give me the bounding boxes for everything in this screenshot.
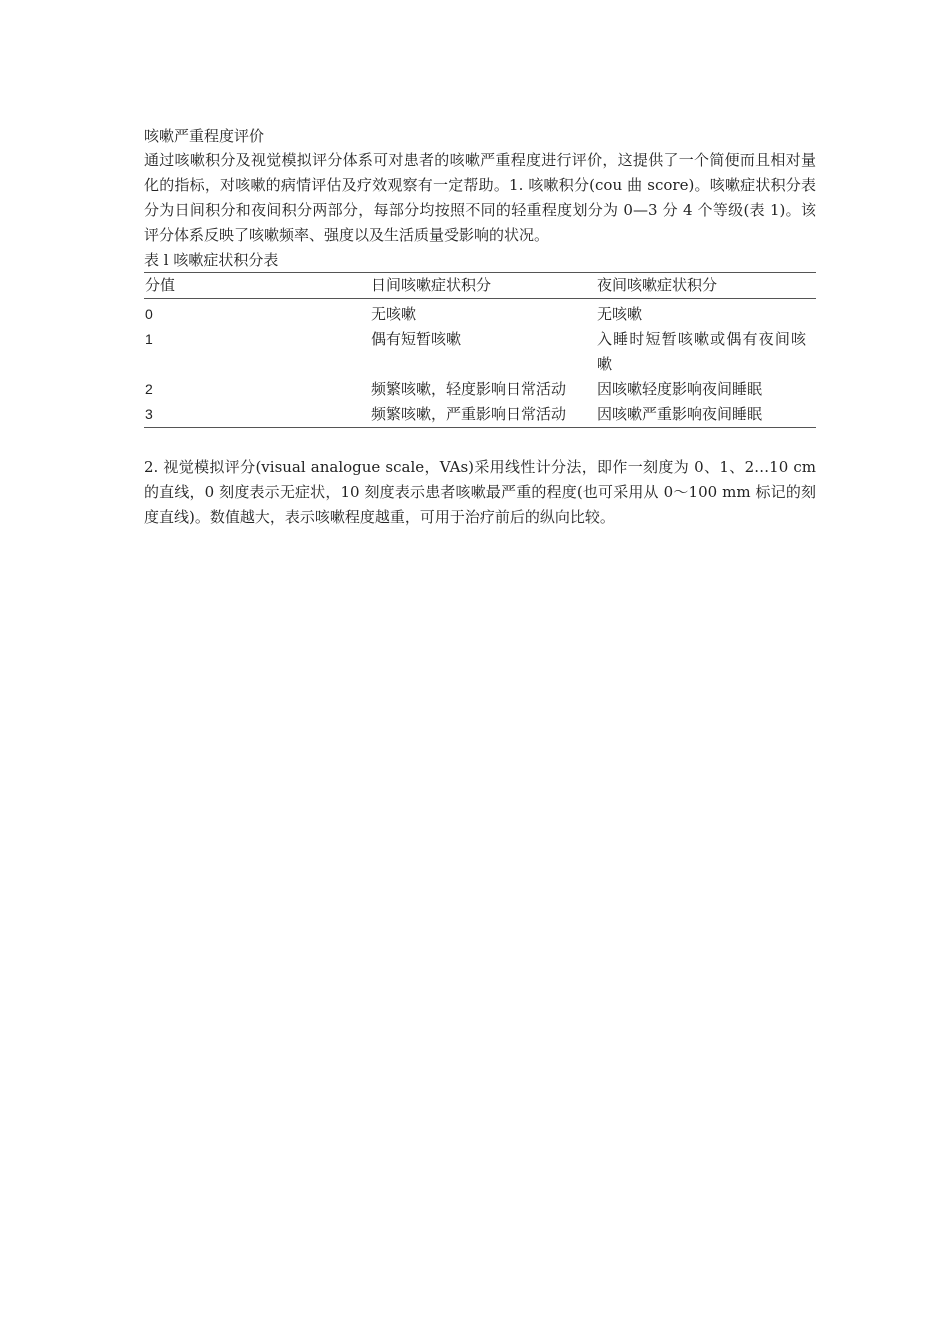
table-row bbox=[144, 377, 816, 402]
daytime-cell: 无咳嗽 bbox=[371, 305, 417, 323]
cough-score-table bbox=[144, 272, 816, 428]
nighttime-cell: 无咳嗽 bbox=[597, 305, 643, 323]
intro-paragraph: 通过咳嗽积分及视觉模拟评分体系可对患者的咳嗽严重程度进行评价，这提供了一个简便而且相对量化的指标，对咳嗽的病情评估及疗效观察有一定帮助。1. 咳嗽积分(cou 曲 score)。咳嗽症状积分表分为日间积分和夜间积分两部分，每部分均按照不同的轻重程度划分为 0—3 分 4 个等级(表 1)。该评分体系反映了咳嗽频率、强度以及生活质量受影响的状况。 bbox=[144, 151, 816, 244]
nighttime-cell: 因咳嗽轻度影响夜间睡眠 bbox=[597, 380, 763, 398]
daytime-cell: 频繁咳嗽，轻度影响日常活动 bbox=[371, 380, 567, 398]
section-title: 咳嗽严重程度评价 bbox=[144, 127, 265, 145]
header-nighttime: 夜间咳嗽症状积分 bbox=[596, 273, 816, 299]
nighttime-cell: 入睡时短暂咳嗽或偶有夜间咳嗽 bbox=[597, 330, 806, 373]
score-cell: 1 bbox=[145, 331, 153, 347]
table-caption: 表 l 咳嗽症状积分表 bbox=[144, 251, 279, 269]
vas-paragraph: 2. 视觉模拟评分(visual analogue scale，VAs)采用线性计分法，即作一刻度为 0、1、2…10 cm 的直线，0 刻度表示无症状，10 刻度表示患者咳嗽最严重的程度(也可采用从 0～100 mm 标记的刻度直线)。数值越大，表示咳嗽程度越重，可用于治疗前后的纵向比较。 bbox=[144, 458, 816, 526]
score-cell: 2 bbox=[145, 381, 153, 397]
document-page bbox=[144, 124, 816, 530]
score-cell: 0 bbox=[145, 306, 153, 322]
table-row bbox=[144, 299, 816, 328]
header-score: 分值 bbox=[144, 273, 370, 299]
header-daytime: 日间咳嗽症状积分 bbox=[370, 273, 596, 299]
nighttime-cell: 因咳嗽严重影响夜间睡眠 bbox=[596, 402, 816, 428]
table-header-row bbox=[144, 273, 816, 299]
score-cell: 3 bbox=[144, 402, 370, 428]
daytime-cell: 频繁咳嗽，严重影响日常活动 bbox=[370, 402, 596, 428]
table-row bbox=[144, 402, 816, 428]
daytime-cell: 偶有短暂咳嗽 bbox=[371, 330, 462, 348]
table-row bbox=[144, 327, 816, 377]
